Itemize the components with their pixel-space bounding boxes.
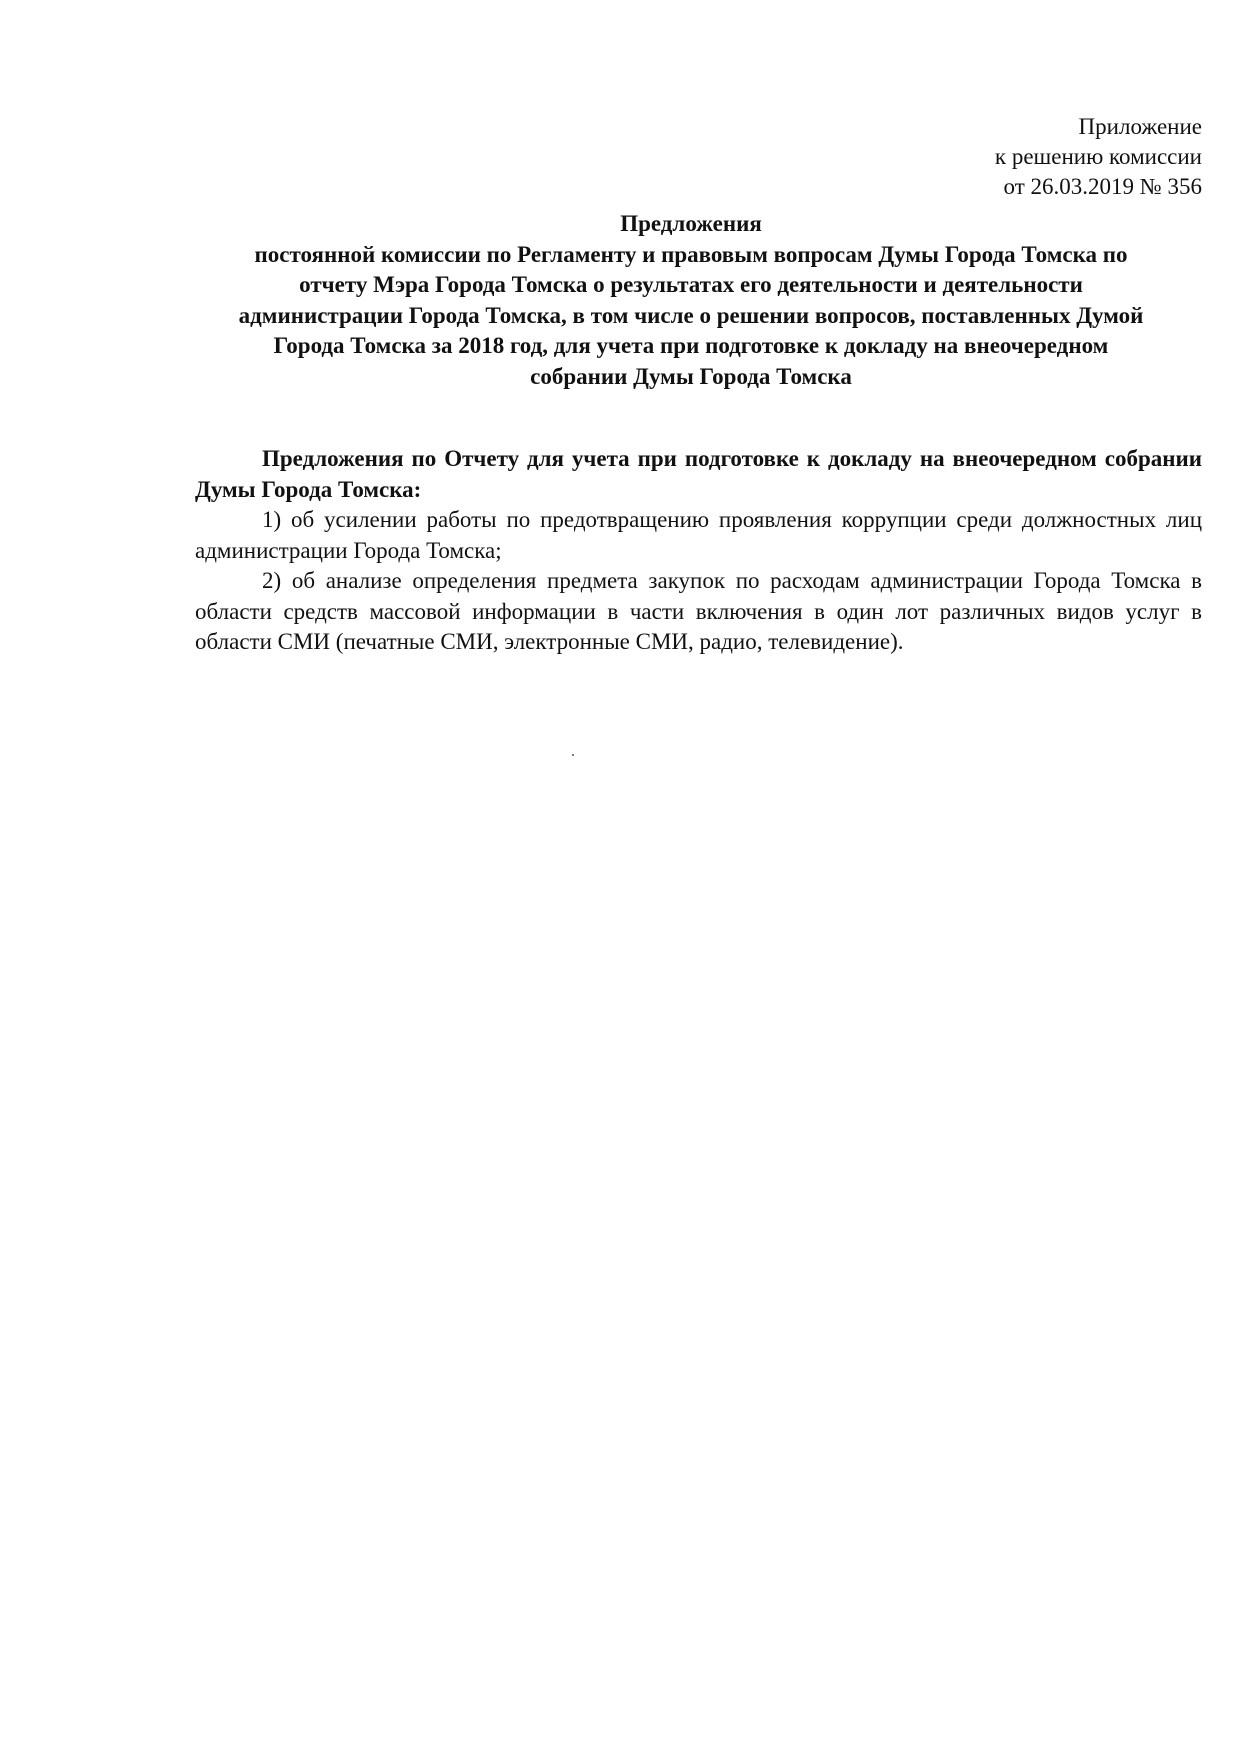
proposal-item: 2) об анализе определения предмета закупок по расходам администрации Города Томска в области средств массовой информации в части включения в один лот различных видов услуг в области СМИ (печатные СМИ, электронные СМИ, радио, телевидение). (195, 568, 1202, 654)
title-line: постоянной комиссии по Регламенту и правовым вопросам Думы Города Томска по (254, 241, 1128, 267)
title-line: собрании Думы Города Томска (530, 363, 852, 389)
title-line: администрации Города Томска, в том числе о решении вопросов, поставленных Думой (238, 302, 1144, 328)
document-body (195, 444, 1202, 658)
proposals-intro: Предложения по Отчету для учета при подготовке к докладу на внеочередном собрании Думы Города Томска: (195, 446, 1202, 502)
appendix-label: Приложение (1078, 114, 1202, 139)
title-line: отчету Мэра Города Томска о результатах его деятельности и деятельности (299, 272, 1083, 297)
appendix-header (995, 112, 1202, 202)
appendix-decision-ref: к решению комиссии (994, 144, 1202, 169)
proposal-item: 1) об усилении работы по предотвращению проявления коррупции среди должностных лиц администрации Города Томска; (195, 507, 1202, 563)
title-heading: Предложения (620, 211, 762, 236)
title-line: Города Томска за 2018 год, для учета при подготовке к докладу на внеочередном (273, 333, 1109, 358)
document-title (180, 209, 1202, 392)
scan-speck (572, 754, 574, 756)
appendix-date-number: от 26.03.2019 № 356 (1003, 174, 1202, 199)
